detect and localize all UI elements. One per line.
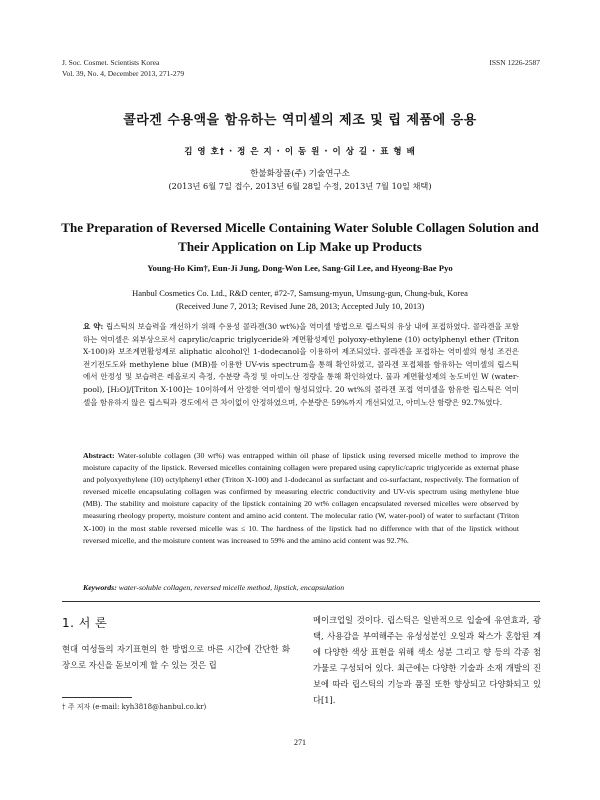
abstract-english-label: Abstract:	[83, 451, 115, 460]
korean-authors: 김 영 호† · 정 은 지 · 이 동 원 · 이 상 길 · 표 형 배	[184, 147, 416, 157]
english-affiliation: Hanbul Cosmetics Co. Ltd., R&D center, #72-7, Samsung-myun, Umsung-gun, Chung-buk, Korea	[132, 288, 468, 298]
journal-header	[62, 57, 184, 79]
page-number: 271	[294, 738, 306, 747]
abstract-english	[83, 450, 519, 547]
section-divider	[62, 601, 540, 602]
english-title: The Preparation of Reversed Micelle Containing Water Soluble Collagen Solution and Their Application on Lip Make up Products	[61, 220, 539, 254]
body-right-column: 메이크업일 것이다. 립스틱은 일반적으로 입술에 유연효과, 광택, 사용감을 부여해주는 유성성분인 오일과 왁스가 혼합된 계에 다양한 색상 표현을 위해 색소 성분 그리고 향 등의 각종 첨가물로 구성되어 있다. 최근에는 다양한 기술과 소재 개발의 진보에 따라 립스틱의 기능과 품질 또한 향상되고 다양화되고 있다[1].	[313, 615, 541, 705]
english-dates: (Received June 7, 2013; Revised June 28, 2013; Accepted July 10, 2013)	[175, 300, 425, 311]
issn: ISSN 1226-2587	[489, 58, 540, 67]
korean-title: 콜라겐 수용액을 함유하는 역미셀의 제조 및 립 제품에 응용	[123, 113, 477, 128]
keywords-label: Keywords:	[83, 583, 117, 592]
keywords-text: water-soluble collagen, reversed micelle method, lipstick, encapsulation	[118, 583, 345, 592]
korean-dates: (2013년 6월 7일 접수, 2013년 6월 28일 수정, 2013년 7월 10일 채택)	[168, 181, 432, 191]
keywords	[83, 583, 523, 592]
body-left-column: 현대 여성들의 자기표현의 한 방법으로 바른 시간에 간단한 화장으로 자신을 돋보이게 할 수 있는 것은 립	[62, 644, 290, 670]
english-authors: Young-Ho Kim†, Eun-Ji Jung, Dong-Won Lee, Sang-Gil Lee, and Hyeong-Bae Pyo	[147, 263, 453, 273]
section-heading: 1. 서 론	[62, 616, 108, 630]
journal-volume: Vol. 39, No. 4, December 2013, 271-279	[62, 69, 185, 78]
abstract-korean-text: 립스틱의 보습력을 개선하기 위해 수용성 콜라겐(30 wt%)을 역미셀 방법으로 립스틱의 유상 내에 포접하였다. 콜라겐을 포함하는 역미셀은 외부상으로서 caprylic/capric triglyceride와 계면활성제인 polyoxy-ethylene (10) octylphenyl ether (Triton X-100)와 보조계면활성제로 aliphatic alcohol인 1-dodecanol을 이용하여 제조되었다. 콜라겐을 포접하는 역미셀의 형성 조건은 전기전도도와 methylene blue (MB)를 이용한 UV-vis spectrum을 통해 확인하였고, 콜라겐 포접체를 함유하는 역미셀의 립스틱에서 안정성 및 보습력은 레올로지 측정, 수분량 측정 및 아미노산 정량을 통해 확인하였다. 물과 계면활성제의 농도비인 W (water-pool), [H₂O]/[Triton X-100]는 10이하에서 안정한 역미셀이 형성되었다. 20 wt%의 콜라겐 포접 역미셀을 함유한 립스틱은 역미셀을 함유하지 않은 립스틱과 경도에서 큰 차이없이 안정하였으며, 수분량은 59%까지 개선되었고, 아미노산 함량은 92.7%였다.	[83, 322, 519, 407]
abstract-korean-label: 요 약:	[83, 322, 104, 331]
footnote-rule	[62, 697, 132, 698]
abstract-english-text: Water-soluble collagen (30 wt%) was entrapped within oil phase of lipstick using reversed micelle method to improve the moisture capacity of the lipstick. Reversed micelles containing collagen were prepared using caprylic/capric triglyceride as external phase and polyoxyethylene (10) octylphenyl ether (Triton X-100) and 1-dodecanol as surfactant and co-surfactant, respectively. The formation of reversed micelle encapsulating collagen was confirmed by measuring electric conductivity and UV-vis spectrum using methylene blue (MB). The stability and moisture capacity of the lipstick containing 20 wt% collagen encapsulated reversed micelles were observed by measuring rheology property, moisture content and amino acid content. The molecular ratio (W, water-pool) of water to surfactant (Triton X-100) in the most stable reversed micelle was ≤ 10. The hardness of the lipstick had no difference with that of the lipstick without reversed micelle, and the moisture content was increased to 59% and the amino acid content was 92.7%.	[83, 451, 519, 545]
english-affiliation-block	[50, 287, 550, 312]
abstract-korean	[83, 321, 519, 409]
journal-name: J. Soc. Cosmet. Scientists Korea	[62, 58, 160, 67]
footnote: † 주 저자 (e-mail: kyh3818@hanbul.co.kr)	[62, 703, 207, 711]
korean-affiliation: 한불화장품(주) 기술연구소	[250, 169, 350, 179]
